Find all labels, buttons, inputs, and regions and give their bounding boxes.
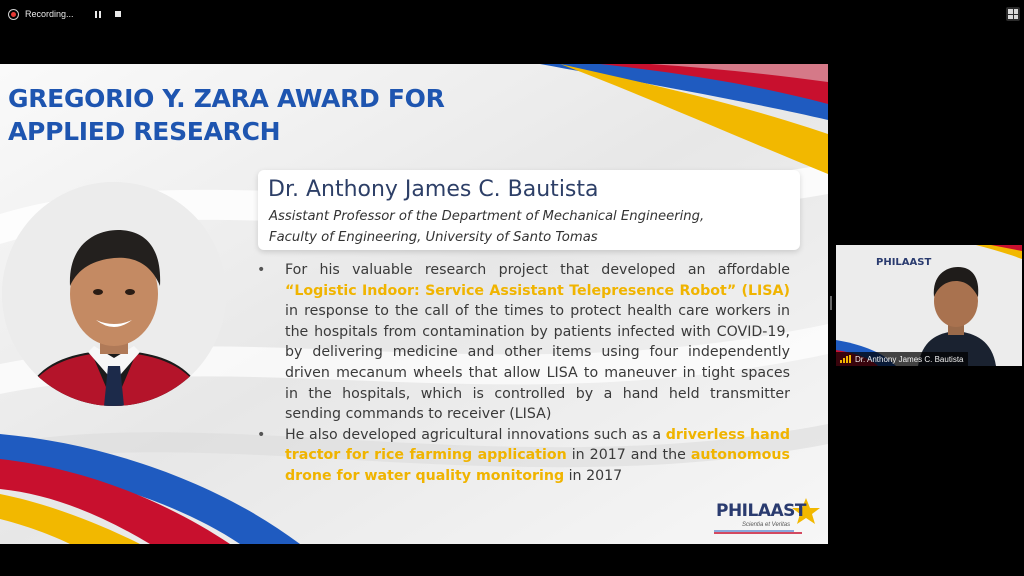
tile-logo-word: PHILAAST bbox=[876, 257, 932, 268]
bullet2-text-c: in 2017 bbox=[564, 467, 623, 484]
logo-tagline: Scientia et Veritas bbox=[742, 522, 791, 528]
list-item bbox=[254, 425, 790, 487]
stop-button[interactable] bbox=[111, 7, 125, 21]
pause-button[interactable] bbox=[91, 7, 105, 21]
bullet2-text-b: in 2017 and the bbox=[566, 447, 691, 464]
logo-word: PHILAAST bbox=[716, 501, 806, 521]
bullet1-text-a: For his valuable research project that developed an affordable bbox=[285, 262, 790, 278]
bullet2-highlight1: driverless hand tractor for rice farming application bbox=[285, 426, 790, 464]
stop-icon bbox=[115, 11, 121, 17]
bullet1-highlight: “Logistic Indoor: Service Assistant Telepresence Robot” (LISA) bbox=[285, 282, 790, 299]
gallery-view-icon[interactable] bbox=[1006, 7, 1020, 21]
recording-label: Recording... bbox=[25, 9, 74, 19]
awardee-role bbox=[269, 206, 704, 248]
bullet2-text-a: He also developed agricultural innovations such as a bbox=[285, 426, 666, 443]
awardee-name: Dr. Anthony James C. Bautista bbox=[268, 177, 599, 202]
bullet2-highlight2: autonomous drone for water quality monitoring bbox=[285, 447, 790, 484]
shared-screen-slide bbox=[0, 64, 828, 544]
participant-name: Dr. Anthony James C. Bautista bbox=[855, 354, 964, 364]
achievement-list bbox=[254, 260, 790, 487]
recording-bar bbox=[0, 0, 125, 28]
participant-name-label bbox=[836, 352, 968, 366]
list-item bbox=[254, 260, 790, 425]
pause-icon bbox=[95, 11, 101, 18]
role-line2: Faculty of Engineering, University of Santo Tomas bbox=[269, 230, 598, 245]
slide-title-line1: GREGORIO Y. ZARA AWARD FOR bbox=[8, 84, 445, 113]
role-line1: Assistant Professor of the Department of Mechanical Engineering, bbox=[269, 209, 705, 224]
slide-title-line2: APPLIED RESEARCH bbox=[8, 117, 281, 146]
split-view-handle[interactable] bbox=[830, 296, 832, 310]
participant-video-tile[interactable] bbox=[836, 245, 1022, 366]
record-icon bbox=[8, 9, 19, 20]
slide-title bbox=[8, 82, 445, 148]
bullet1-text-b: in response to the call of the times to protect health care workers in the hospitals from contamination by patients infected with COVID-19, by delivering medicine and other items using four independently driven mecanum wheels that allow LISA to maneuver in tight spaces in the hospitals, which is controlled by a hand held transmitter sending commands to receiver (LISA) bbox=[285, 303, 790, 423]
awardee-portrait bbox=[2, 182, 226, 406]
signal-bars-icon bbox=[840, 355, 851, 363]
